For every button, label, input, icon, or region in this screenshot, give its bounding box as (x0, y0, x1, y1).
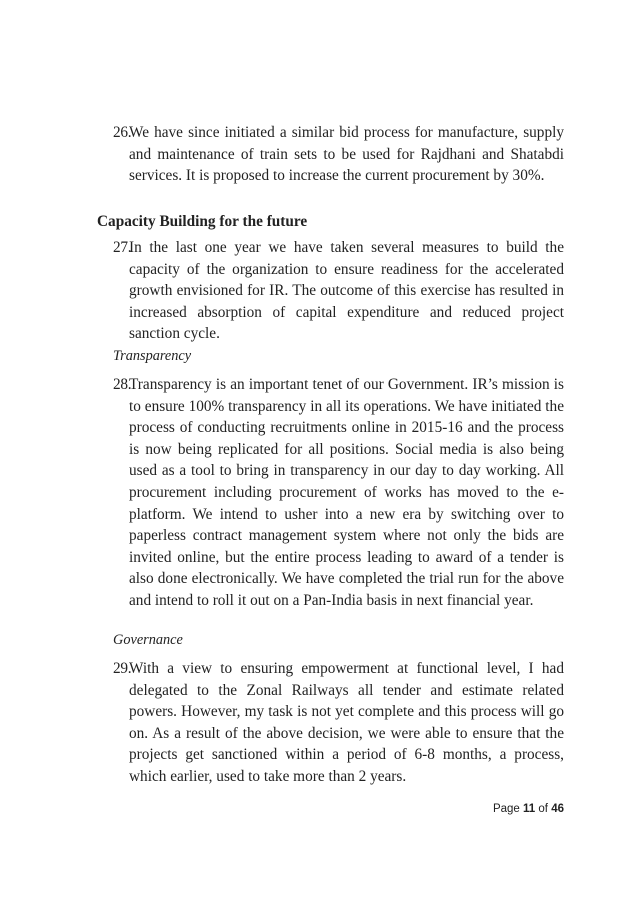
paragraph-text: With a view to ensuring empowerment at functional level, I had delegated to the Zonal Railways all tender and estimate related powers. However, my task is not yet complete and this process will go on. As a result of the above decision, we were able to ensure that the projects get sanctioned within a period of 6-8 months, a process, which earlier, used to take more than 2 years. (129, 660, 564, 785)
paragraph-text: In the last one year we have taken several measures to build the capacity of the organization to ensure readiness for the accelerated growth envisioned for IR. The outcome of this exercise has resulted in increased absorption of capital expenditure and reduced project sanction cycle. (129, 239, 564, 343)
paragraph-number: 27. (113, 239, 132, 256)
paragraph-text: We have since initiated a similar bid process for manufacture, supply and maintenance of train sets to be used for Rajdhani and Shatabdi services. It is proposed to increase the current procurement by 30%. (129, 124, 564, 185)
paragraph-27 (97, 237, 564, 345)
paragraph-text: Transparency is an important tenet of our Government. IR’s mission is to ensure 100% transparency in all its operations. We have initiated the process of conducting recruitments online in 2015-16 and the process is now being replicated for all positions. Social media is also being used as a tool to bring in transparency in our day to day working. All procurement including procurement of works has moved to the e-platform. We intend to usher into a new era by switching over to paperless contract management system where not only the bids are invited online, but the entire process leading to award of a tender is also done electronically. We have completed the trial run for the above and intend to roll it out on a Pan-India basis in next financial year. (129, 376, 564, 609)
footer-page-word: Page (492, 803, 520, 815)
paragraph-29 (97, 658, 564, 788)
subheading-governance: Governance (113, 632, 183, 648)
paragraph-28 (97, 374, 564, 612)
paragraph-number: 26. (113, 124, 132, 141)
paragraph-number: 29. (113, 660, 132, 677)
paragraph-number: 28. (113, 376, 132, 393)
paragraph-26 (97, 122, 564, 187)
footer-current-page: 11 (523, 803, 536, 815)
footer-of-word: of (538, 803, 548, 815)
footer-total-pages: 46 (551, 803, 564, 815)
subheading-transparency: Transparency (113, 348, 192, 364)
section-heading-capacity-building: Capacity Building for the future (97, 213, 308, 230)
page-footer (420, 802, 564, 816)
